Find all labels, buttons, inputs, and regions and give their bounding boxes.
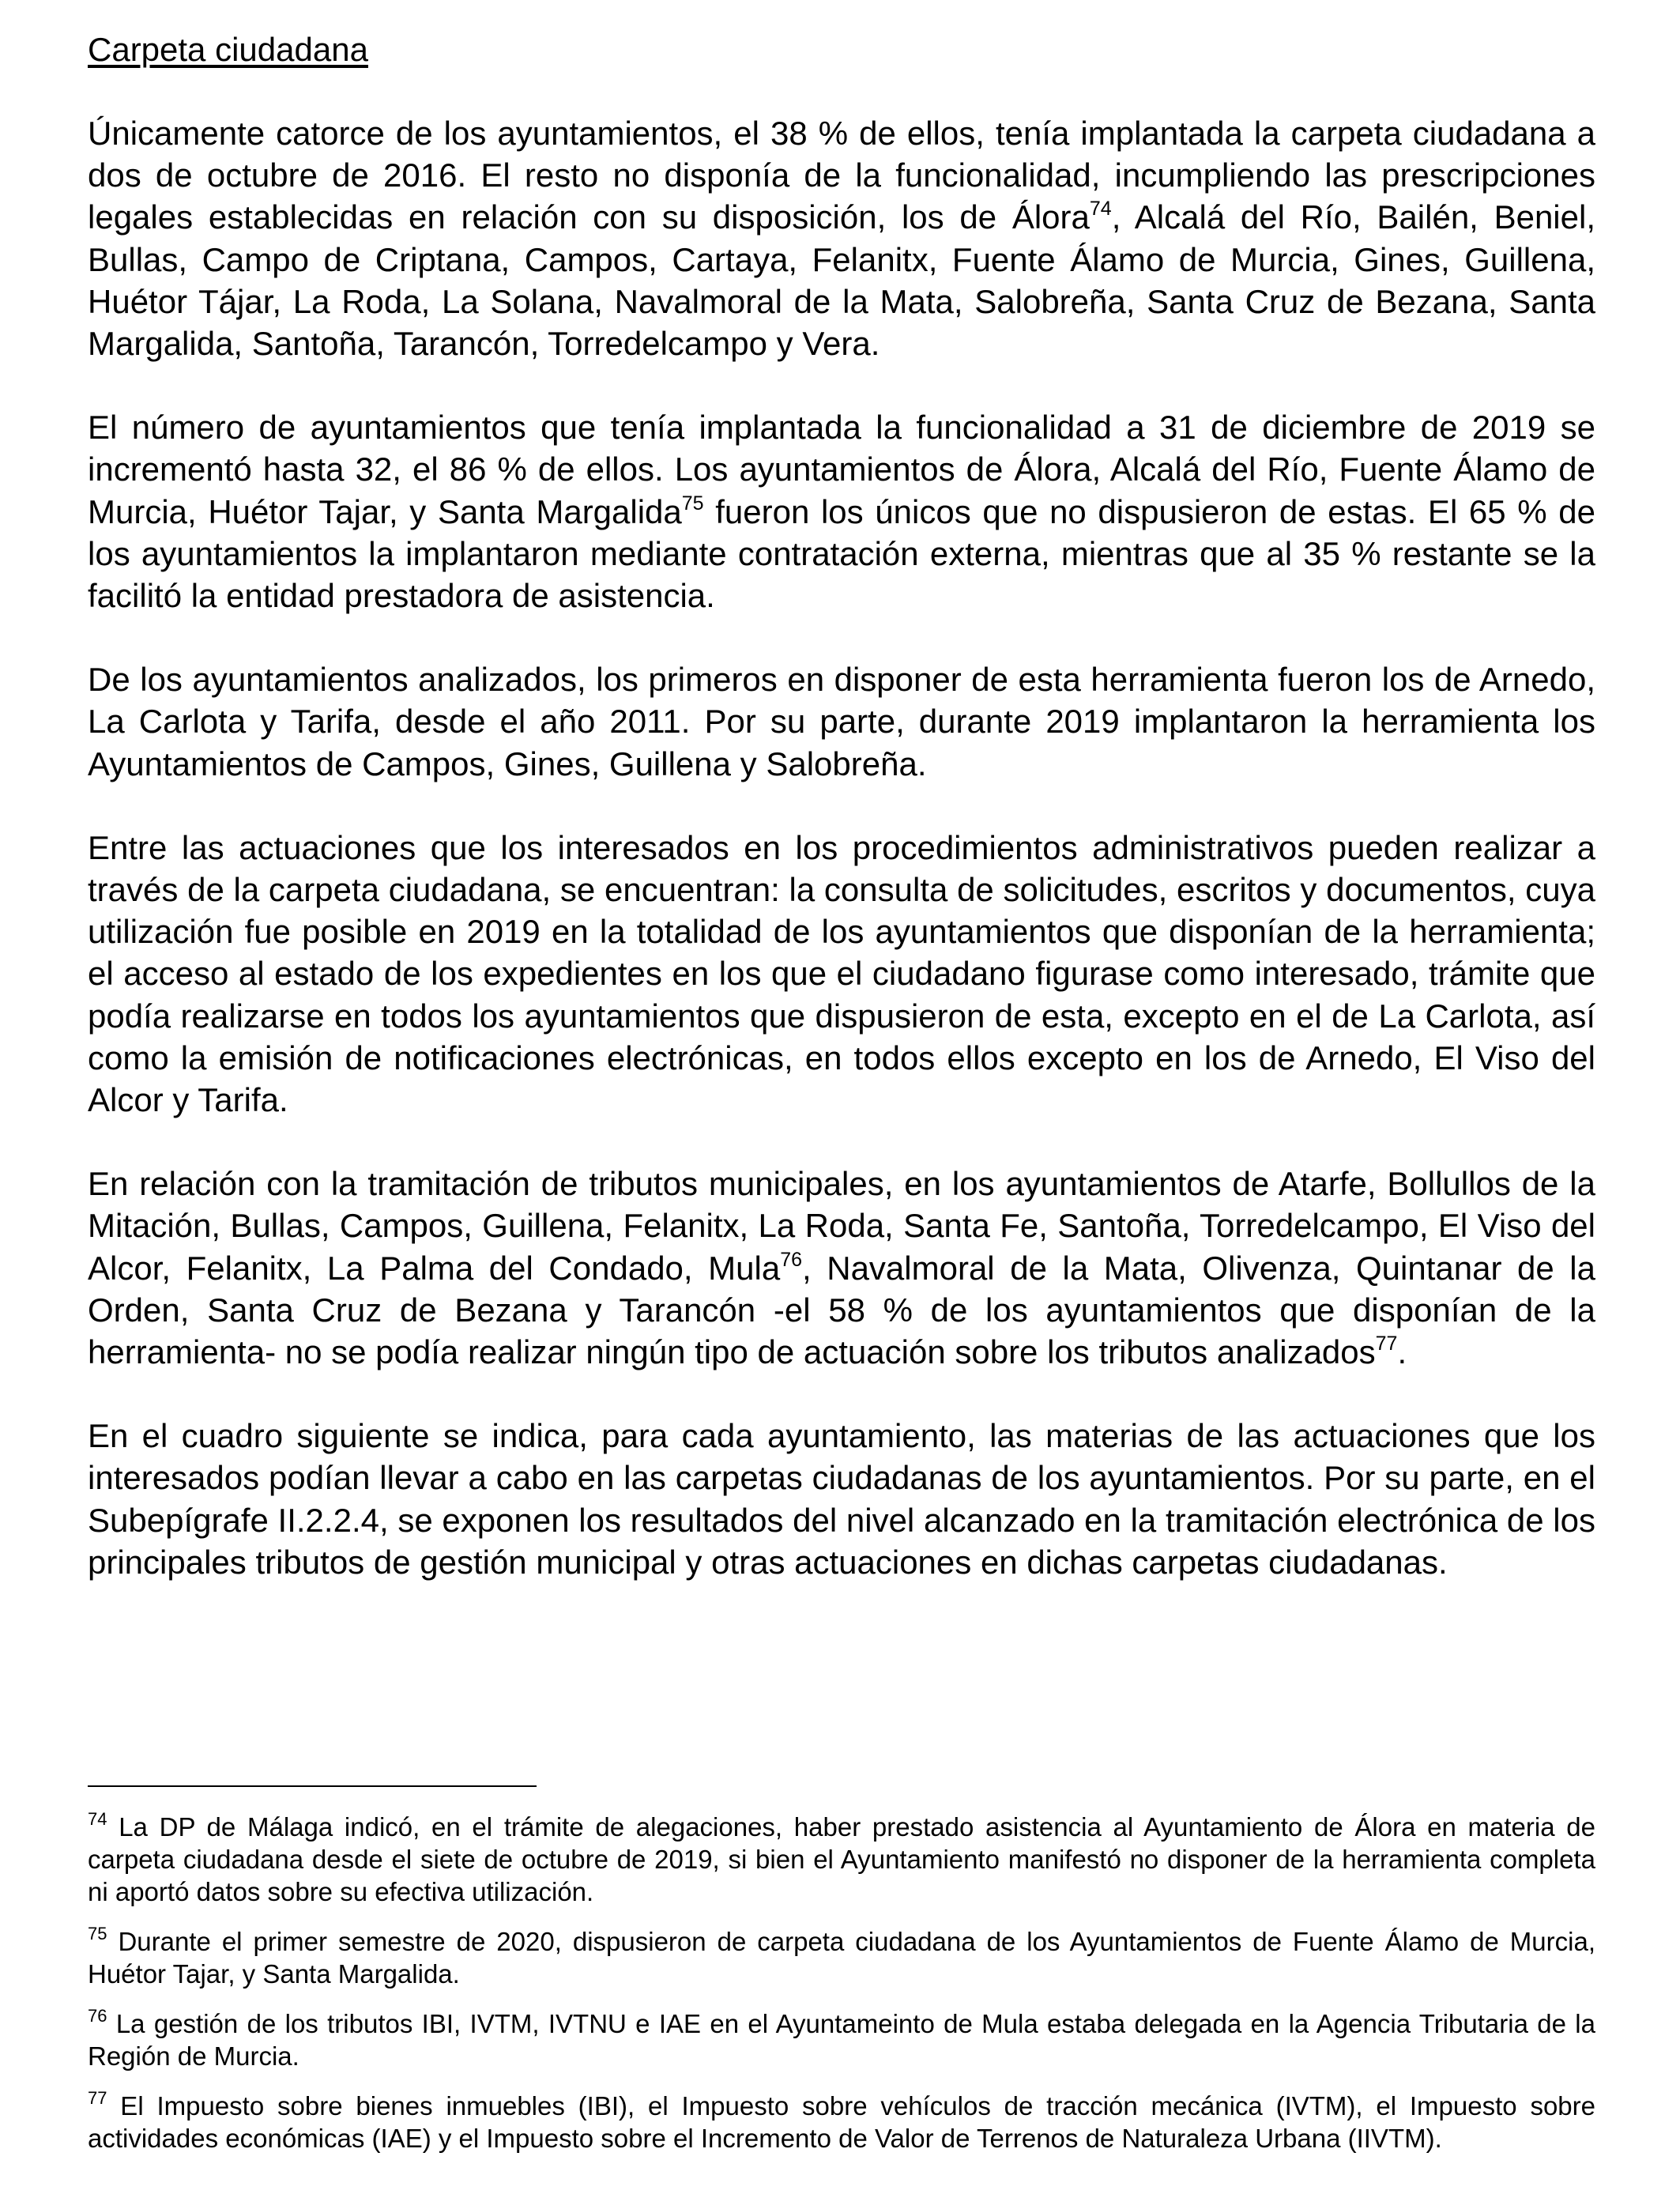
- paragraph-text: En relación con la tramitación de tributos municipales, en los ayuntamientos de Atarfe, Bollullos de la Mitación, Bullas, Campos, Guillena, Felanitx, La Roda, Santa Fe, Santoña, Torredelcampo, El Viso del Alcor, Felanitx, La Palma del Condado, Mula: [88, 1165, 1595, 1287]
- paragraph-text: , Navalmoral de la Mata, Olivenza, Quintanar de la Orden, Santa Cruz de Bezana y Tarancón -el 58 % de los ayuntamientos que disponían de la herramienta- no se podía realizar ningún tipo de actuación sobre los tributos analizados: [88, 1249, 1595, 1371]
- footnote-text: La gestión de los tributos IBI, IVTM, IVTNU e IAE en el Ayuntameinto de Mula estaba delegada en la Agencia Tributaria de la Región de Murcia.: [88, 2009, 1595, 2071]
- paragraph-text: .: [1397, 1333, 1407, 1371]
- footnote-text: La DP de Málaga indicó, en el trámite de alegaciones, haber prestado asistencia al Ayuntamiento de Álora en materia de carpeta ciudadana desde el siete de octubre de 2019, si bien el Ayuntamiento manifestó no disponer de la herramienta completa ni aportó datos sobre su efectiva utilización.: [88, 1812, 1595, 1906]
- footnote-ref-74[interactable]: 74: [1089, 198, 1112, 221]
- paragraph-text: El número de ayuntamientos que tenía implantada la funcionalidad a 31 de diciembre de 2019 se incrementó hasta 32, el 86 % de ellos. Los ayuntamientos de Álora, Alcalá del Río, Fuente Álamo de Murcia, Huétor Tajar, y Santa Margalida: [88, 409, 1595, 530]
- footnote-separator: [88, 1785, 537, 1787]
- paragraph-2: [88, 406, 1595, 616]
- paragraph-text: fueron los únicos que no dispusieron de estas. El 65 % de los ayuntamientos la implantaron mediante contratación externa, mientras que al 35 % restante se la facilitó la entidad prestadora de asistencia.: [88, 492, 1595, 615]
- footnote-number: 76: [88, 2006, 107, 2026]
- paragraph-text: Únicamente catorce de los ayuntamientos, el 38 % de ellos, tenía implantada la carpeta ciudadana a dos de octubre de 2016. El resto no disponía de la funcionalidad, incumpliendo las prescripciones legales establecidas en relación con su disposición, los de Álora: [88, 115, 1595, 236]
- footnote-text: Durante el primer semestre de 2020, dispusieron de carpeta ciudadana de los Ayuntamientos de Fuente Álamo de Murcia, Huétor Tajar, y Santa Margalida.: [88, 1927, 1595, 1989]
- paragraph-text: , Alcalá del Río, Bailén, Beniel, Bullas, Campo de Criptana, Campos, Cartaya, Felanitx, Fuente Álamo de Murcia, Gines, Guillena, Huétor Tájar, La Roda, La Solana, Navalmoral de la Mata, Salobreña, Santa Cruz de Bezana, Santa Margalida, Santoña, Tarancón, Torredelcampo y Vera.: [88, 198, 1595, 363]
- footnote-ref-77[interactable]: 77: [1375, 1333, 1398, 1355]
- document-body: [88, 28, 1595, 1625]
- footnote-76: [88, 2007, 1595, 2072]
- paragraph-text: Entre las actuaciones que los interesados en los procedimientos administrativos pueden realizar a través de la carpeta ciudadana, se encuentran: la consulta de solicitudes, escritos y documentos, cuya utilización fue posible en 2019 en la totalidad de los ayuntamientos que disponían de la herramienta; el acceso al estado de los expedientes en los que el ciudadano figurase como interesado, trámite que podía realizarse en todos los ayuntamientos que dispusieron de esta, excepto en el de La Carlota, así como la emisión de notificaciones electrónicas, en todos ellos excepto en los de Arnedo, El Viso del Alcor y Tarifa.: [88, 828, 1595, 1119]
- footnotes: [88, 1811, 1595, 2172]
- footnote-ref-76[interactable]: 76: [780, 1248, 802, 1271]
- footnote-75: [88, 1925, 1595, 1990]
- footnote-77: [88, 2090, 1595, 2154]
- paragraph-5: [88, 1163, 1595, 1373]
- footnote-74: [88, 1811, 1595, 1908]
- footnote-text: El Impuesto sobre bienes inmuebles (IBI), el Impuesto sobre vehículos de tracción mecánica (IVTM), el Impuesto sobre actividades económicas (IAE) y el Impuesto sobre el Incremento de Valor de Terrenos de Naturaleza Urbana (IIVTM).: [88, 2091, 1595, 2153]
- section-heading: Carpeta ciudadana: [88, 31, 368, 68]
- paragraph-4: [88, 827, 1595, 1121]
- footnote-number: 77: [88, 2088, 107, 2108]
- footnote-number: 75: [88, 1924, 107, 1943]
- paragraph-6: [88, 1415, 1595, 1583]
- footnote-ref-75[interactable]: 75: [681, 492, 704, 515]
- paragraph-1: [88, 112, 1595, 364]
- paragraph-text: De los ayuntamientos analizados, los primeros en disponer de esta herramienta fueron los de Arnedo, La Carlota y Tarifa, desde el año 2011. Por su parte, durante 2019 implantaron la herramienta los Ayuntamientos de Campos, Gines, Guillena y Salobreña.: [88, 661, 1595, 782]
- footnote-number: 74: [88, 1809, 107, 1829]
- paragraph-text: En el cuadro siguiente se indica, para cada ayuntamiento, las materias de las actuaciones que los interesados podían llevar a cabo en las carpetas ciudadanas de los ayuntamientos. Por su parte, en el Subepígrafe II.2.2.4, se exponen los resultados del nivel alcanzado en la tramitación electrónica de los principales tributos de gestión municipal y otras actuaciones en dichas carpetas ciudadanas.: [88, 1417, 1595, 1581]
- paragraph-3: [88, 658, 1595, 785]
